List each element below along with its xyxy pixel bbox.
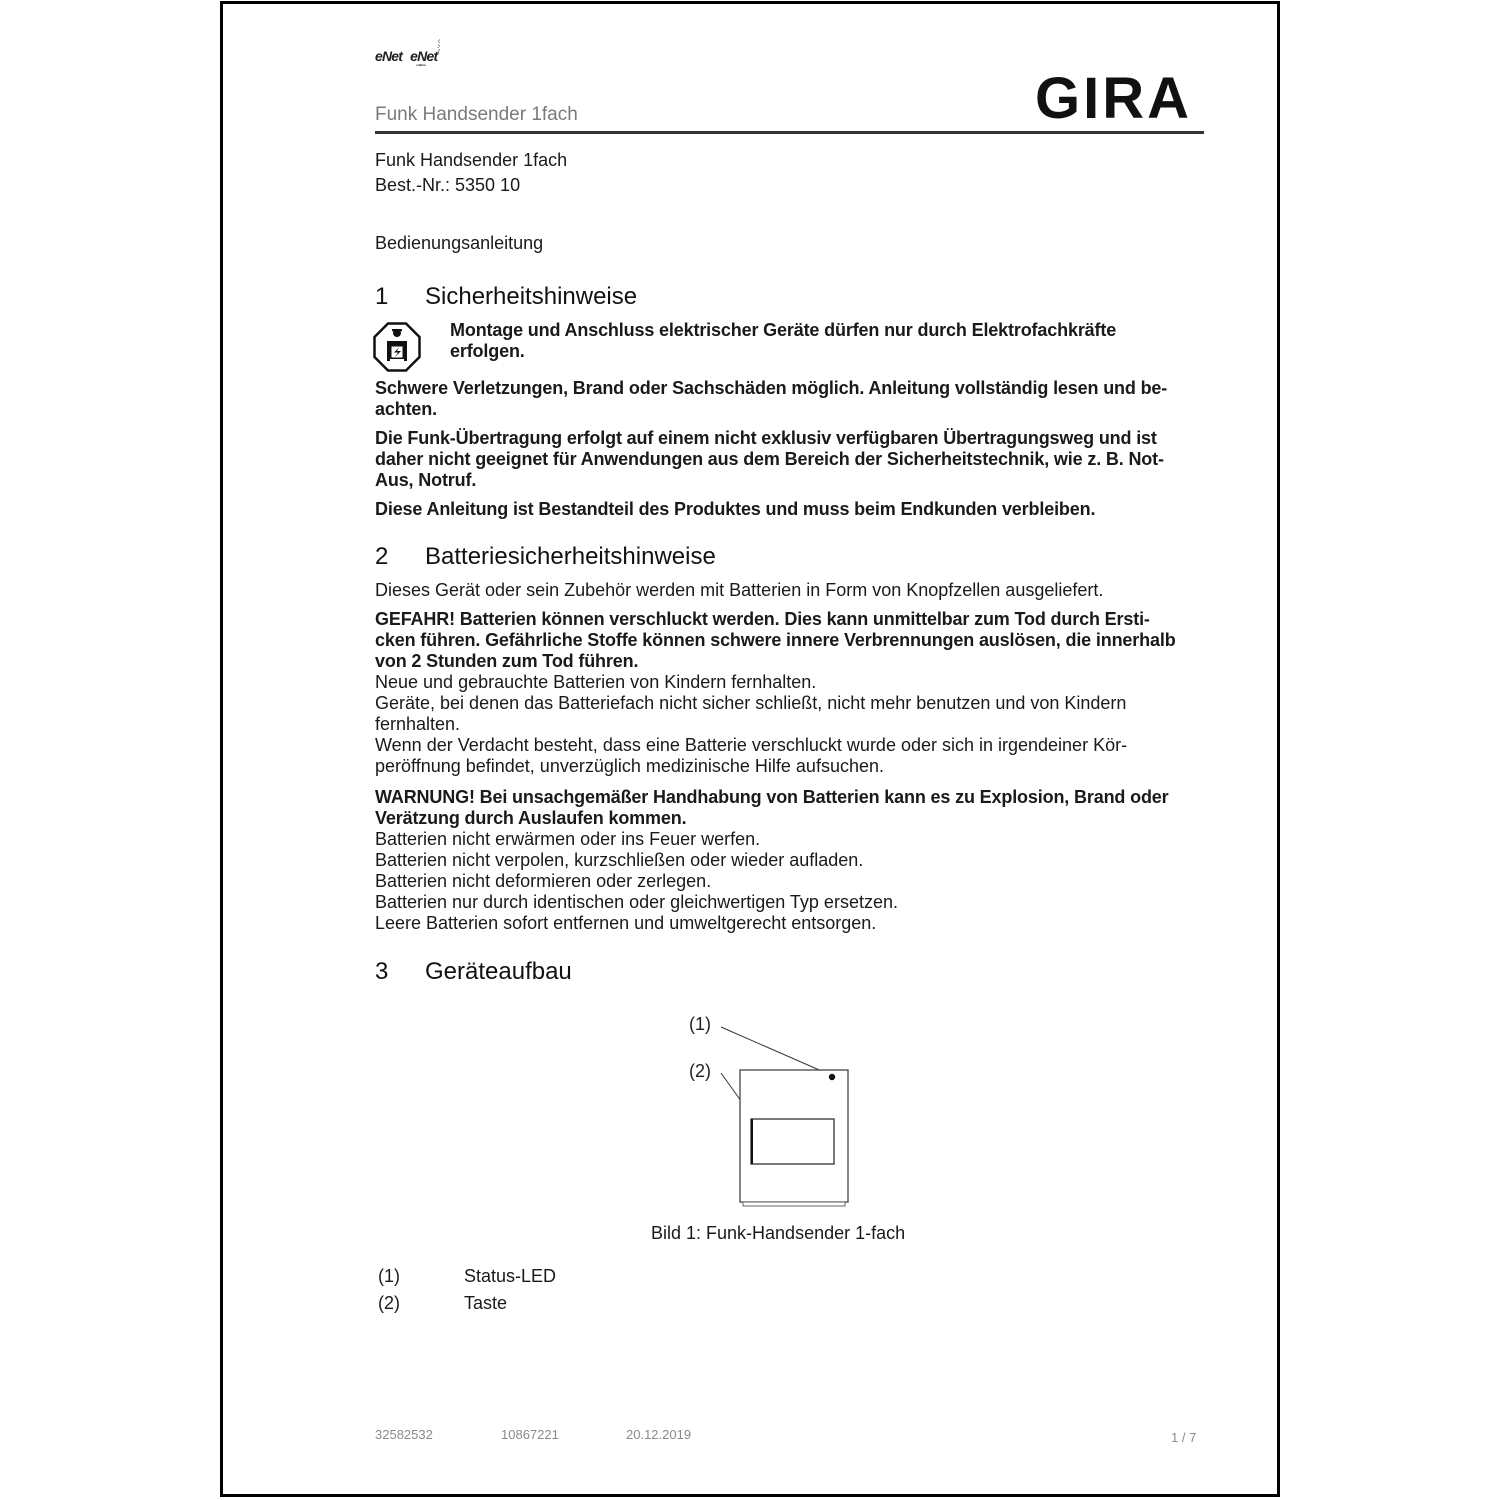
text-line: daher nicht geeignet für Anwendungen aus dem Bereich der Sicherheitstechnik, wie z. B. Not- xyxy=(375,449,1164,469)
text-line: Montage und Anschluss elektrischer Geräte dürfen nur durch Elektrofachkräfte xyxy=(450,320,1117,340)
section-heading-device-layout xyxy=(375,958,572,986)
text-line: peröffnung befindet, unverzüglich medizinische Hilfe aufsuchen. xyxy=(375,756,884,776)
product-name: Funk Handsender 1fach xyxy=(375,150,568,170)
safety-paragraph-manual xyxy=(375,499,1205,520)
legend-ref: (2) xyxy=(378,1293,400,1313)
text-line: Diese Anleitung ist Bestandteil des Produktes und muss beim Endkunden verbleiben. xyxy=(375,499,1096,519)
enet-logo-text: eNet xyxy=(410,48,438,64)
document-type: Bedienungsanleitung xyxy=(375,233,544,253)
enet-smart-home-logo xyxy=(410,39,440,67)
callout-2-label: (2) xyxy=(689,1061,711,1081)
footer-doc-id: 32582532 xyxy=(375,1427,433,1442)
battery-intro: Dieses Gerät oder sein Zubehör werden mit Batterien in Form von Knopfzellen ausgeliefert. xyxy=(375,580,1104,600)
enet-logos xyxy=(375,39,440,67)
text-line: Batterien nicht deformieren oder zerlegen. xyxy=(375,871,712,891)
text-line: Schwere Verletzungen, Brand oder Sachschäden möglich. Anleitung vollständig lesen und be- xyxy=(375,378,1168,398)
document-page xyxy=(220,1,1280,1497)
device-diagram xyxy=(663,1009,883,1214)
order-number: Best.-Nr.: 5350 10 xyxy=(375,175,521,195)
header-divider xyxy=(375,131,1204,134)
section-title: Geräteaufbau xyxy=(425,958,572,985)
section-number: 3 xyxy=(375,958,389,985)
warning-line: Verätzung durch Auslaufen kommen. xyxy=(375,808,687,828)
legend-item xyxy=(375,1263,556,1290)
text-line: Wenn der Verdacht besteht, dass eine Batterie verschluckt wurde oder sich in irgendeiner Kör- xyxy=(375,735,1128,755)
text-line: Batterien nur durch identischen oder gleichwertigen Typ ersetzen. xyxy=(375,892,898,912)
battery-danger-block xyxy=(375,609,1205,777)
text-line: Batterien nicht verpolen, kurzschließen oder wieder aufladen. xyxy=(375,850,864,870)
electrician-warning-icon xyxy=(373,322,421,372)
page-number: 1 / 7 xyxy=(1171,1430,1197,1445)
section-heading-safety xyxy=(375,283,637,311)
text-line: Die Funk-Übertragung erfolgt auf einem nicht exklusiv verfügbaren Übertragungsweg und ist xyxy=(375,428,1157,448)
footer-code: 10867221 xyxy=(501,1427,559,1442)
electrician-warning-text xyxy=(450,320,1190,362)
status-led-icon xyxy=(829,1074,835,1080)
callout-1-label: (1) xyxy=(689,1014,711,1034)
text-line: erfolgen. xyxy=(450,341,525,361)
text-line: Batterien nicht erwärmen oder ins Feuer werfen. xyxy=(375,829,761,849)
figure-caption: Bild 1: Funk-Handsender 1-fach xyxy=(651,1223,906,1243)
safety-paragraph-injury xyxy=(375,378,1205,420)
signal-dots-icon: ·: :· ⁝ xyxy=(437,39,440,55)
danger-line: von 2 Stunden zum Tod führen. xyxy=(375,651,639,671)
section-title: Sicherheitshinweise xyxy=(425,283,638,310)
battery-warning-block xyxy=(375,787,1205,934)
text-line: Leere Batterien sofort entfernen und umweltgerecht entsorgen. xyxy=(375,913,877,933)
callout-1-leader xyxy=(721,1027,833,1076)
figure-legend xyxy=(375,1263,556,1317)
warning-line: WARNUNG! Bei unsachgemäßer Handhabung von Batterien kann es zu Explosion, Brand oder xyxy=(375,787,1169,807)
gira-logo: GIRA xyxy=(1035,66,1192,131)
danger-line: GEFAHR! Batterien können verschluckt werden. Dies kann unmittelbar zum Tod durch Ersti- xyxy=(375,609,1150,629)
legend-ref: (1) xyxy=(378,1266,400,1286)
legend-label: Taste xyxy=(464,1293,508,1313)
text-line: fernhalten. xyxy=(375,714,461,734)
enet-logo: eNet xyxy=(375,48,403,64)
device-base xyxy=(743,1202,845,1206)
legend-label: Status-LED xyxy=(464,1266,557,1286)
text-line: achten. xyxy=(375,399,437,419)
text-line: Aus, Notruf. xyxy=(375,470,477,490)
section-number: 1 xyxy=(375,283,389,310)
section-title: Batteriesicherheitshinweise xyxy=(425,543,716,570)
header-title: Funk Handsender 1fach xyxy=(375,104,578,125)
text-line: Neue und gebrauchte Batterien von Kindern fernhalten. xyxy=(375,672,817,692)
danger-line: cken führen. Gefährliche Stoffe können schwere innere Verbrennungen auslösen, die innerhalb xyxy=(375,630,1176,650)
legend-item xyxy=(375,1290,556,1317)
logo-tagline: smart home xyxy=(416,63,426,67)
text-line: Geräte, bei denen das Batteriefach nicht sicher schließt, nicht mehr benutzen und von Kindern xyxy=(375,693,1127,713)
section-heading-battery-safety xyxy=(375,543,716,571)
section-number: 2 xyxy=(375,543,389,570)
footer-date: 20.12.2019 xyxy=(626,1427,692,1442)
button-outline xyxy=(751,1119,834,1164)
safety-paragraph-radio xyxy=(375,428,1205,491)
